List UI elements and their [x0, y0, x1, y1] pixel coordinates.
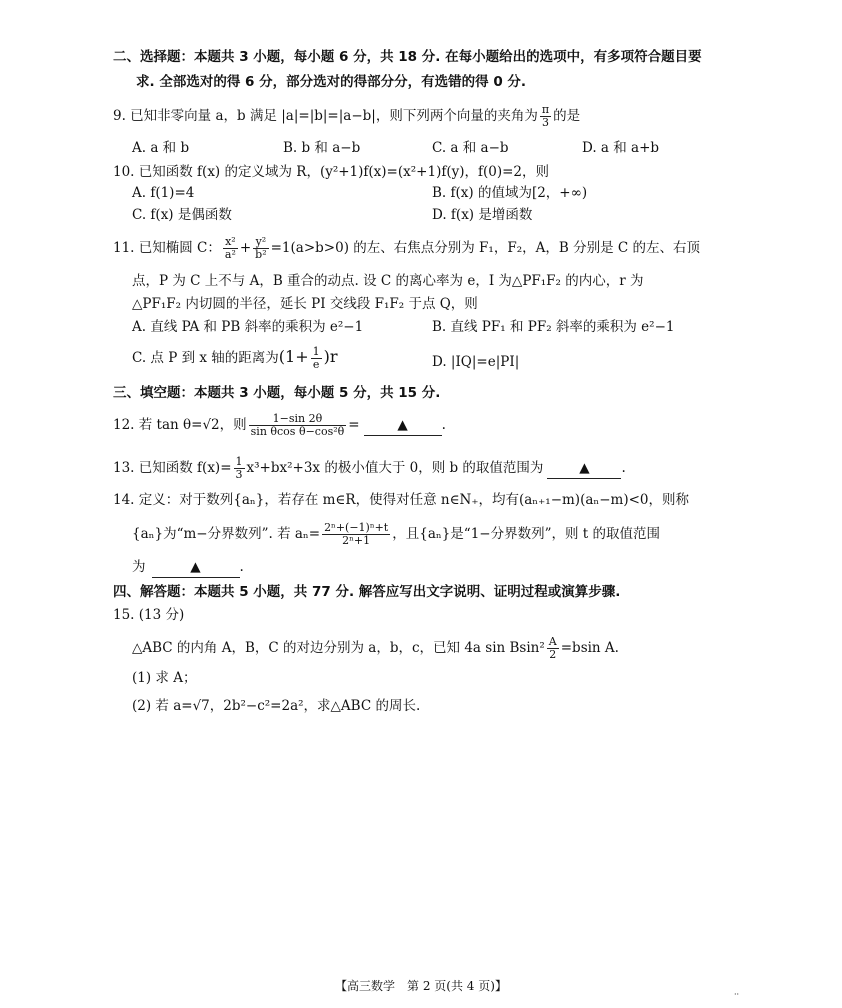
- q13-text-pre: 13. 已知函数 f(x)=: [113, 460, 232, 476]
- q9-option-a: A. a 和 b: [132, 140, 190, 156]
- q9-text-post: 的是: [553, 108, 581, 124]
- question-12: [113, 413, 446, 438]
- q14-period: .: [239, 559, 244, 575]
- q9-frac-num: π: [541, 103, 550, 116]
- question-13: [113, 456, 626, 481]
- q15-text-post: =bsin A.: [560, 640, 619, 656]
- question-15-stem: [132, 636, 619, 661]
- q14-frac-num: 2ⁿ+(−1)ⁿ+t: [324, 521, 389, 534]
- q12-frac-den: sin θcos θ−cos²θ: [250, 425, 345, 438]
- question-14-line3: [132, 557, 244, 578]
- q14-frac-den: 2ⁿ+1: [342, 534, 371, 547]
- q11-frac2-num: y²: [253, 236, 268, 249]
- question-14-line1: 14. 定义：对于数列{aₙ}，若存在 m∈R，使得对任意 n∈N₊，均有(aₙ₊₁−m)(aₙ−m)<0，则称: [113, 492, 690, 508]
- q11-option-c: [132, 346, 338, 371]
- question-9-stem: [113, 104, 580, 129]
- q12-fraction: [249, 413, 347, 438]
- section-4-heading: 四、解答题：本题共 5 小题，共 77 分. 解答应写出文字说明、证明过程或演算步骤.: [113, 584, 621, 600]
- q12-answer-blank[interactable]: ▲: [364, 415, 442, 436]
- q11-frac1-num: x²: [223, 236, 238, 249]
- q9-fraction: [540, 104, 551, 129]
- q11-plus: +: [239, 240, 252, 256]
- q11-option-b: B. 直线 PF₁ 和 PF₂ 斜率的乘积为 e²−1: [432, 319, 675, 335]
- q10-option-c: C. f(x) 是偶函数: [132, 207, 232, 223]
- q11-option-a: A. 直线 PA 和 PB 斜率的乘积为 e²−1: [132, 319, 364, 335]
- q14-text-post: ，且{aₙ}是“1−分界数列”，则 t 的取值范围: [392, 526, 661, 542]
- q11-c-frac-den: e: [312, 358, 320, 371]
- q10-option-b: B. f(x) 的值域为[2，+∞): [432, 185, 588, 201]
- q15-frac-den: 2: [549, 648, 557, 661]
- q15-fraction: [547, 636, 559, 661]
- q11-option-c-fraction: [311, 346, 322, 371]
- q15-text-pre: △ABC 的内角 A，B，C 的对边分别为 a，b，c，已知 4a sin Bsin²: [132, 640, 545, 656]
- q10-option-a: A. f(1)=4: [132, 185, 195, 201]
- question-15-part1: (1) 求 A；: [132, 670, 197, 686]
- question-11-stem: [113, 236, 700, 261]
- q9-option-c: C. a 和 a−b: [432, 140, 509, 156]
- q14-answer-blank[interactable]: ▲: [152, 557, 240, 578]
- q13-frac-num: 1: [235, 455, 243, 468]
- q15-frac-num: A: [548, 635, 557, 648]
- q9-option-d: D. a 和 a+b: [582, 140, 660, 156]
- q11-option-c-lparen: (1+: [278, 347, 309, 366]
- section-2-heading: 二、选择题：本题共 3 小题，每小题 6 分，共 18 分. 在每小题给出的选项中，有多项符合题目要: [113, 49, 702, 65]
- question-10-stem: 10. 已知函数 f(x) 的定义域为 R，(y²+1)f(x)=(x²+1)f(y)，f(0)=2，则: [113, 164, 550, 180]
- q11-c-frac-num: 1: [312, 345, 320, 358]
- q11-option-d: D. |IQ|=e|PI|: [432, 354, 520, 370]
- q13-text-post: x³+bx²+3x 的极小值大于 0，则 b 的取值范围为: [246, 460, 544, 476]
- question-14-line2: [132, 522, 660, 547]
- q12-text-pre: 12. 若 tan θ=√2，则: [113, 417, 247, 433]
- section-2-heading-cont: 求. 全部选对的得 6 分，部分选对的得部分分，有选错的得 0 分.: [136, 74, 527, 90]
- q11-frac1-den: a²: [224, 248, 236, 261]
- corner-mark: ··: [734, 990, 740, 999]
- q11-option-c-text: C. 点 P 到 x 轴的距离为: [132, 350, 279, 366]
- question-11-line3: △PF₁F₂ 内切圆的半径，延长 PI 交线段 F₁F₂ 于点 Q，则: [132, 296, 478, 312]
- q14-text-pre: {aₙ}为“m−分界数列”. 若 aₙ=: [132, 526, 321, 542]
- question-15-part2: (2) 若 a=√7，2b²−c²=2a²，求△ABC 的周长.: [132, 698, 421, 714]
- q11-fraction-y: [253, 236, 268, 261]
- q11-option-c-rparen: )r: [323, 347, 338, 366]
- q9-option-b: B. b 和 a−b: [283, 140, 361, 156]
- q11-fraction-x: [223, 236, 238, 261]
- q13-answer-blank[interactable]: ▲: [547, 458, 621, 479]
- q11-text-pre: 11. 已知椭圆 C：: [113, 240, 221, 256]
- q12-frac-num: 1−sin 2θ: [249, 413, 347, 426]
- q13-fraction: [234, 456, 245, 481]
- page-footer: 【高三数学 第 2 页(共 4 页)】: [335, 979, 507, 993]
- q12-period: .: [441, 417, 446, 433]
- q9-frac-den: 3: [541, 116, 549, 129]
- q13-frac-den: 3: [235, 468, 243, 481]
- question-15-head: 15. (13 分): [113, 607, 185, 623]
- q13-period: .: [621, 460, 626, 476]
- q9-text-pre: 9. 已知非零向量 a，b 满足 |a|=|b|=|a−b|，则下列两个向量的夹角为: [113, 108, 538, 124]
- q10-option-d: D. f(x) 是增函数: [432, 207, 533, 223]
- q11-text-post: =1(a>b>0) 的左、右焦点分别为 F₁，F₂，A，B 分别是 C 的左、右顶: [270, 240, 700, 256]
- q12-equals: =: [348, 417, 360, 433]
- q14-fraction: [322, 522, 390, 547]
- question-11-line2: 点，P 为 C 上不与 A，B 重合的动点. 设 C 的离心率为 e，I 为△PF₁F₂ 的内心，r 为: [132, 273, 644, 289]
- q14-text-wei: 为: [132, 559, 146, 575]
- section-3-heading: 三、填空题：本题共 3 小题，每小题 5 分，共 15 分.: [113, 385, 441, 401]
- q11-frac2-den: b²: [255, 248, 267, 261]
